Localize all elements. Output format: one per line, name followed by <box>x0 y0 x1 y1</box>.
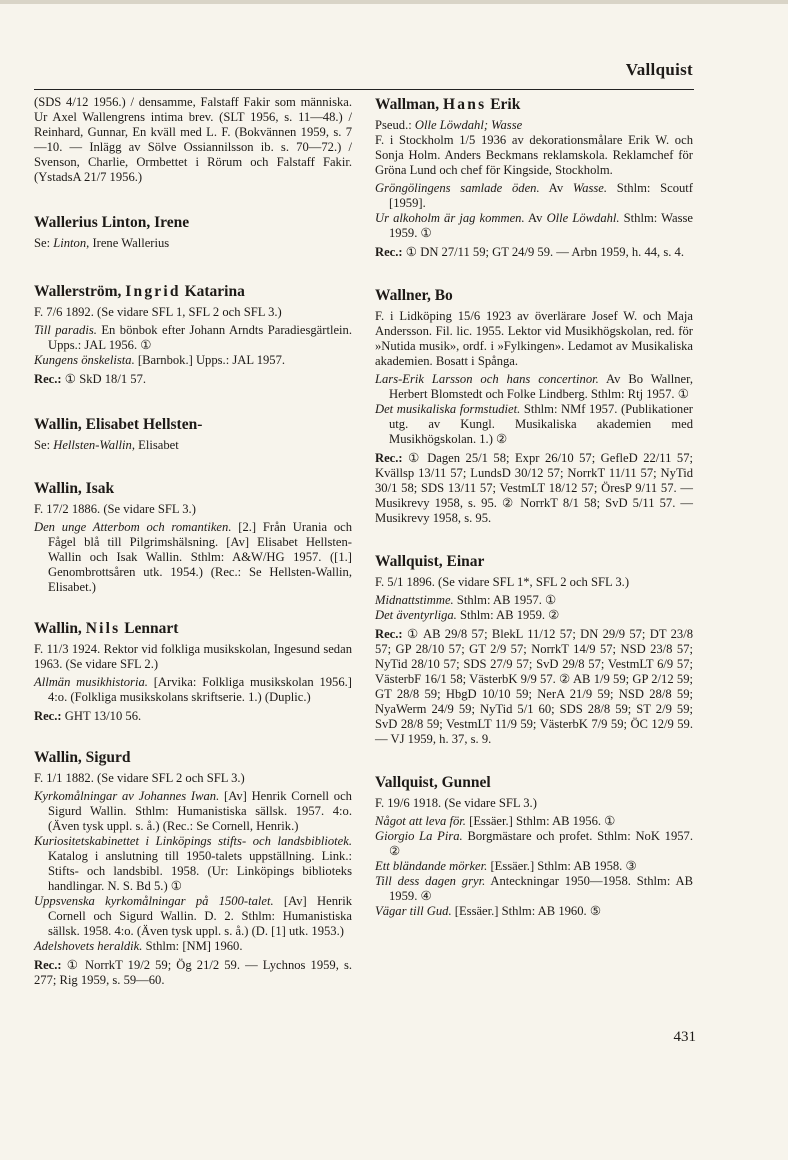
work-item <box>375 211 693 241</box>
work-details: Av Bo Wallner, Herbert Blomstedt och Folke Lindberg. Sthlm: Rtj 1957. ① <box>389 372 693 401</box>
work-item <box>375 608 693 623</box>
work-details: Sthlm: AB 1959. ② <box>460 608 560 622</box>
reviews-text: ① SkD 18/1 57. <box>64 372 147 386</box>
work-details: Anteckningar 1950—1958. Sthlm: AB 1959. ④ <box>389 874 693 903</box>
given-name: Hans <box>443 96 487 113</box>
work-details: Sthlm: NMf 1957. (Publikationer utg. av Kungl. Musikaliska akademien med Musikhögskolan. 1.) ② <box>389 402 693 446</box>
work-details: Katalog i anslutning till 1950-talets uppställning. Link.: Stifts- och landsbibl. 1958. (Ur: Linköpings biblioteks handlingar. N. S. Bd 5.) ① <box>48 849 352 893</box>
work-title: Lars-Erik Larsson och hans concertinor. <box>375 372 599 386</box>
running-head: Vallquist <box>625 60 693 79</box>
work-item <box>375 402 693 447</box>
work-details: [Arvika: Folkliga musikskolan 1956.] 4:o. (Folkliga musikskolans skriftserie. 1.) (Duplic.) <box>48 675 352 704</box>
work-item <box>375 372 693 402</box>
reviews-text: ① DN 27/11 59; GT 24/9 59. — Arbn 1959, h. 44, s. 4. <box>405 245 684 259</box>
entry-continuation <box>34 95 352 185</box>
work-title: Något att leva för. <box>375 814 466 828</box>
entry-wallin-isak <box>34 479 352 595</box>
work-by: Av <box>548 181 564 195</box>
biography: F. i Lidköping 15/6 1923 av överlärare Josef W. och Maja Andersson. Fil. lic. 1955. Lektor vid Musikhögskolan, red. för »Nutida musik», ordf. i »Fylkingen». Ledamot av Musikaliska akademien. Bosatt i Spånga. <box>375 309 693 368</box>
right-column <box>375 95 693 919</box>
reviews-label: Rec.: <box>375 245 403 259</box>
see-reference: Hellsten-Wallin, <box>53 438 135 452</box>
entry-heading: Wallin, Sigurd <box>34 749 131 766</box>
work-by: Av <box>528 211 543 225</box>
work-title: Det musikaliska formstudiet. <box>375 402 521 416</box>
entry-heading: Vallquist, Gunnel <box>375 774 491 791</box>
reviews <box>375 451 693 526</box>
work-item <box>375 829 693 859</box>
see-reference-rest: Irene Wallerius <box>92 236 170 250</box>
work-details: Sthlm: [NM] 1960. <box>145 939 243 953</box>
cross-reference <box>34 438 352 453</box>
entry-wallerstrom <box>34 282 352 387</box>
work-details: [2.] Från Urania och Fågel blå till Pilgrimshälsning. [Av] Elisabet Hellsten-Wallin och Isak Wallin. Sthlm: A&W/HG 1957. ([1.] Genombrottsåren utk. 1954.) (Rec.: Se Hellsten-Wallin, Elisabet.) <box>48 520 353 594</box>
see-label: Se: <box>34 438 51 452</box>
given-name: Ingrid <box>125 283 181 300</box>
work-details: Borgmästare och profet. Sthlm: NoK 1957. ② <box>389 829 693 858</box>
entry-wallerius-linton <box>34 213 352 251</box>
work-details: En bönbok efter Johann Arndts Paradiesgärtlein. Upps.: JAL 1956. ① <box>48 323 352 352</box>
pseudonym-list: Olle Löwdahl; Wasse <box>414 118 523 132</box>
work-item <box>34 675 352 705</box>
work-title: Kuriositetskabinettet i Linköpings stifts- och landsbibliotek. <box>34 834 352 848</box>
work-item <box>34 894 352 939</box>
work-details: [Essäer.] Sthlm: AB 1956. ① <box>469 814 616 828</box>
work-details: [Essäer.] Sthlm: AB 1960. ⑤ <box>454 904 602 918</box>
work-item <box>375 904 693 919</box>
header-rule <box>34 89 694 90</box>
biography: F. 19/6 1918. (Se vidare SFL 3.) <box>375 796 537 810</box>
entry-wallin-nils <box>34 619 352 724</box>
work-title: Till dess dagen gryr. <box>375 874 486 888</box>
reviews-label: Rec.: <box>34 958 62 972</box>
entry-wallin-sigurd <box>34 748 352 988</box>
cross-reference <box>34 236 352 251</box>
reviews-text: ① Dagen 25/1 58; Expr 26/10 57; GefleD 22/11 57; Kvällsp 13/11 57; LundsD 30/12 57; NorrkT 11/11 57; NyTid 30/1 58; SDS 13/11 57; VestmLT 18/12 57; ÖresP 9/11 57. — Musikrevy 1958, s. 95. ② NorrkT 8/1 58; SvD 5/11 57. — Musikrevy 1958, s. 95. <box>375 451 693 525</box>
entry-heading: Wallin, Isak <box>34 480 115 497</box>
reviews <box>34 709 352 724</box>
biography: F. 1/1 1882. (Se vidare SFL 2 och SFL 3.) <box>34 771 245 785</box>
surname: Wallin, <box>34 620 82 637</box>
biography: F. 7/6 1892. (Se vidare SFL 1, SFL 2 och SFL 3.) <box>34 305 282 319</box>
work-title: Giorgio La Pira. <box>375 829 463 843</box>
reviews-text: GHT 13/10 56. <box>64 709 142 723</box>
work-title: Den unge Atterbom och romantiken. <box>34 520 232 534</box>
work-title: Till paradis. <box>34 323 97 337</box>
entry-heading: Wallner, Bo <box>375 287 453 304</box>
see-reference: Linton, <box>53 236 90 250</box>
reviews-label: Rec.: <box>34 709 62 723</box>
surname: Wallerström, <box>34 283 122 300</box>
work-details: [Barnbok.] Upps.: JAL 1957. <box>137 353 286 367</box>
entry-wallin-elisabet <box>34 415 352 453</box>
work-details: Sthlm: AB 1957. ① <box>456 593 557 607</box>
work-details: Sthlm: Wasse 1959. ① <box>389 211 693 240</box>
biography: F. 17/2 1886. (Se vidare SFL 3.) <box>34 502 196 516</box>
work-title: Det äventyrliga. <box>375 608 457 622</box>
entry-heading <box>375 95 693 114</box>
other-names: Lennart <box>124 620 179 637</box>
biography: F. 11/3 1924. Rektor vid folkliga musikskolan, Ingesund sedan 1963. (Se vidare SFL 2.) <box>34 642 352 671</box>
work-item <box>34 939 352 954</box>
work-title: Ur alkoholm är jag kommen. <box>375 211 525 225</box>
entry-heading <box>34 282 352 301</box>
work-title: Vägar till Gud. <box>375 904 452 918</box>
work-title: Allmän musikhistoria. <box>34 675 148 689</box>
work-details: [Av] Henrik Cornell och Sigurd Wallin. D. 2. Sthlm: Humanistiska sällsk. 1958. 4:o. (Även tysk uppl. s. å.) (D. [1] utk. 1953.) <box>48 894 352 938</box>
pseudonym-label: Pseud.: <box>375 118 412 132</box>
work-author: Wasse. <box>572 181 608 195</box>
reviews <box>375 245 693 260</box>
work-title: Uppsvenska kyrkomålningar på 1500-talet. <box>34 894 274 908</box>
given-name: Nils <box>85 620 121 637</box>
entry-heading: Wallerius Linton, Irene <box>34 214 190 231</box>
work-item <box>375 859 693 874</box>
reviews-label: Rec.: <box>34 372 62 386</box>
work-item <box>34 789 352 834</box>
left-column <box>34 95 352 988</box>
work-author: Olle Löwdahl. <box>546 211 620 225</box>
work-details: [Essäer.] Sthlm: AB 1958. ③ <box>490 859 637 873</box>
work-item <box>375 814 693 829</box>
work-title: Kungens önskelista. <box>34 353 135 367</box>
work-item <box>375 181 693 211</box>
biography: F. 5/1 1896. (Se vidare SFL 1*, SFL 2 och SFL 3.) <box>375 575 630 589</box>
entry-heading: Wallin, Elisabet Hellsten- <box>34 416 203 433</box>
work-title: Ett bländande mörker. <box>375 859 488 873</box>
reviews-label: Rec.: <box>375 627 403 641</box>
entry-heading <box>34 619 352 638</box>
work-details: Sthlm: Scoutf [1959]. <box>389 181 693 210</box>
work-title: Gröngölingens samlade öden. <box>375 181 540 195</box>
see-reference-rest: Elisabet <box>138 438 179 452</box>
work-item <box>34 323 352 353</box>
work-title: Midnattstimme. <box>375 593 454 607</box>
entry-wallman-hans <box>375 95 693 260</box>
work-title: Kyrkomålningar av Johannes Iwan. <box>34 789 220 803</box>
reviews-text: ① NorrkT 19/2 59; Ög 21/2 59. — Lychnos 1959, s. 277; Rig 1959, s. 59—60. <box>34 958 352 987</box>
reviews-text: ① AB 29/8 57; BlekL 11/12 57; DN 29/9 57; DT 23/8 57; GP 28/10 57; GT 2/9 57; NorrkT 14/9 57; NSD 23/8 57; NyTid 28/10 57; SDS 27/9 57; SvD 29/8 57; VestmLT 6/9 57; VästerbF 16/1 58; VästerbK 9/9 57. ② AB 1/9 59; GP 2/12 59; GT 28/8 59; HbgD 10/10 59; NerA 21/9 59; NSD 28/8 59; NyaWerm 24/9 59; NyTid 5/1 60; SDS 28/8 59; ST 2/9 59; SvD 28/8 59; VestmLT 11/9 59; VästerbK 7/9 59; ÖC 12/9 59. — VJ 1959, h. 37, s. 9. <box>375 627 693 746</box>
other-names: Katarina <box>184 283 245 300</box>
pseudonyms <box>375 118 693 133</box>
reviews <box>375 627 693 747</box>
work-item <box>34 353 352 368</box>
work-item <box>375 593 693 608</box>
entry-vallquist-gunnel <box>375 773 693 919</box>
reviews-label: Rec.: <box>375 451 403 465</box>
reviews <box>34 958 352 988</box>
entry-wallquist-einar <box>375 552 693 747</box>
continuation-text: (SDS 4/12 1956.) / densamme, Falstaff Fakir som människa. Ur Axel Wallengrens intima brev. (SLT 1956, s. 11—48.) / Reinhard, Gunnar, En kväll med L. F. (Bokvännen 1959, s. 7—10. — Inlägg av Sölve Ossiannilsson ib. s. 70—72.) / Svenson, Charlie, Ormbettet i Rörum och Falstaff Fakir. (YstadsA 21/7 1956.) <box>34 95 352 184</box>
surname: Wallman, <box>375 96 440 113</box>
biography: F. i Stockholm 1/5 1936 av dekorationsmålare Erik W. och Sonja Holm. Anders Beckmans reklamskola. Reklamchef för Gröna Lund och chef för Kingside, Stockholm. <box>375 133 693 177</box>
see-label: Se: <box>34 236 51 250</box>
reviews <box>34 372 352 387</box>
page-top-edge <box>0 0 788 4</box>
other-names: Erik <box>490 96 521 113</box>
entry-wallner-bo <box>375 286 693 526</box>
work-title: Adelshovets heraldik. <box>34 939 143 953</box>
entry-heading: Wallquist, Einar <box>375 553 485 570</box>
work-item <box>34 520 352 595</box>
page-number: 431 <box>673 1029 696 1045</box>
work-details: [Av] Henrik Cornell och Sigurd Wallin. Sthlm: Humanistiska sällsk. 1957. 4:o. (Även tysk uppl. s. å.) (Rec.: Se Cornell, Henrik.) <box>48 789 352 833</box>
work-item <box>34 834 352 894</box>
work-item <box>375 874 693 904</box>
